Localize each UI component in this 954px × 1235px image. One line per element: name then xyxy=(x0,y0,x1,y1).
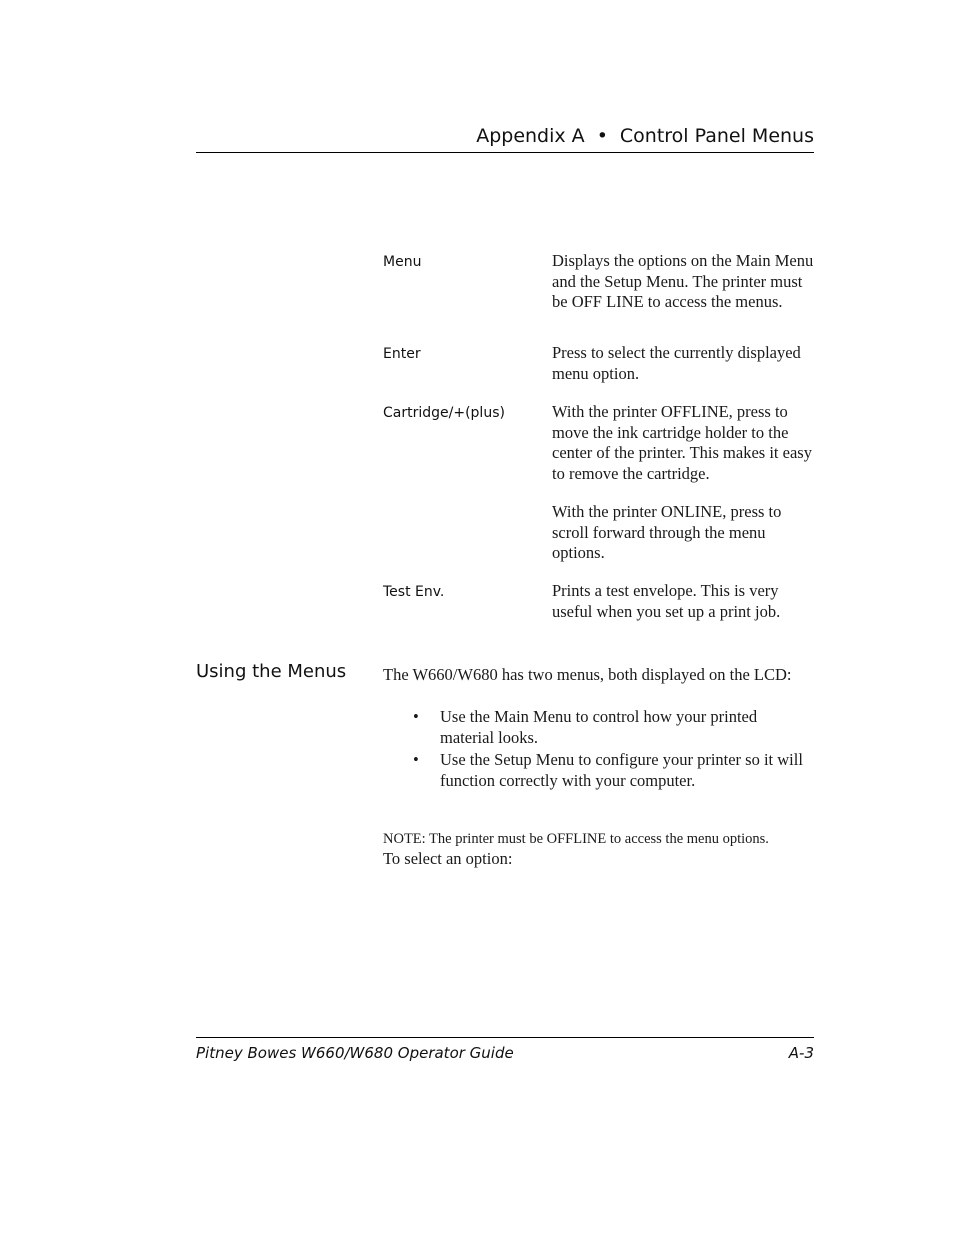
page-footer xyxy=(196,1037,814,1063)
definition-menu xyxy=(383,251,815,343)
definition-description xyxy=(552,251,815,313)
list-item-text: Use the Main Menu to control how your printed material looks. xyxy=(440,707,758,747)
header-separator: • xyxy=(596,125,608,147)
definition-term: Test Env. xyxy=(383,584,445,600)
definition-description xyxy=(552,402,815,564)
note-text: NOTE: The printer must be OFFLINE to access the menu options. xyxy=(383,831,769,847)
definition-paragraph: Press to select the currently displayed menu option. xyxy=(552,343,801,383)
definition-cartridge xyxy=(383,402,815,581)
definition-term: Enter xyxy=(383,346,421,362)
definition-paragraph: Displays the options on the Main Menu and the Setup Menu. The printer must be OFF LINE to access the menus. xyxy=(552,251,814,311)
footer-guide-title: Pitney Bowes W660/W680 Operator Guide xyxy=(196,1044,514,1062)
bullet-icon: • xyxy=(413,707,419,726)
definition-paragraph: Prints a test envelope. This is very useful when you set up a print job. xyxy=(552,581,781,621)
list-item-text: Use the Setup Menu to configure your printer so it will function correctly with your computer. xyxy=(440,750,803,790)
header-title: Control Panel Menus xyxy=(619,125,814,147)
intro-text: The W660/W680 has two menus, both displayed on the LCD: xyxy=(383,665,792,684)
definition-term: Menu xyxy=(383,254,422,270)
definition-paragraph: With the printer ONLINE, press to scroll forward through the menu options. xyxy=(552,502,782,562)
definition-test-env xyxy=(383,581,815,622)
definition-paragraph: With the printer OFFLINE, press to move the ink cartridge holder to the center of the printer. This makes it easy to remove the cartridge. xyxy=(552,402,812,483)
section-heading: Using the Menus xyxy=(196,661,347,682)
bullet-icon: • xyxy=(413,750,419,769)
menu-bullet-list xyxy=(383,706,815,792)
definition-enter xyxy=(383,343,815,402)
list-item xyxy=(383,706,815,748)
page-header xyxy=(196,124,814,153)
definition-description xyxy=(552,343,815,384)
definition-description xyxy=(552,581,815,622)
select-option-text: To select an option: xyxy=(383,849,513,868)
definition-term: Cartridge/+(plus) xyxy=(383,405,505,421)
list-item xyxy=(383,749,815,791)
header-section: Appendix A xyxy=(476,125,585,147)
footer-page-number: A-3 xyxy=(788,1044,814,1062)
control-definitions-list xyxy=(383,251,815,622)
